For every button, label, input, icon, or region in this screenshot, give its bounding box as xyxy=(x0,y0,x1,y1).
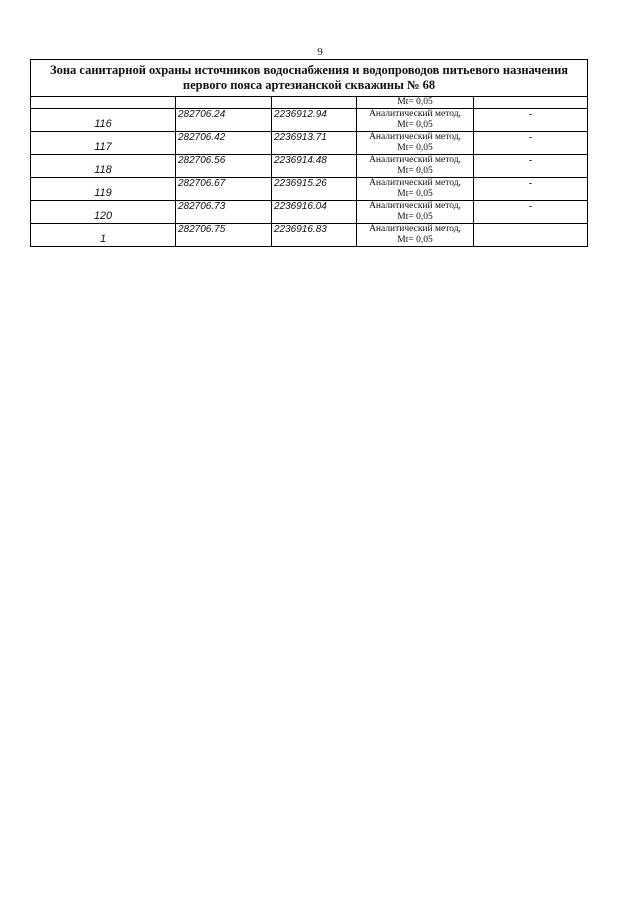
method-accuracy: Mt= 0,05 xyxy=(397,212,433,222)
point-number: 118 xyxy=(31,155,176,178)
coordinates-table xyxy=(30,59,588,247)
method-accuracy: Mt= 0,05 xyxy=(397,120,433,130)
method-cell xyxy=(357,224,474,247)
method-accuracy: Mt= 0,05 xyxy=(397,189,433,199)
method-cell xyxy=(357,109,474,132)
point-number: 120 xyxy=(31,201,176,224)
table-title-line2: первого пояса артезианской скважины № 68 xyxy=(182,78,436,92)
note-cell: - xyxy=(474,132,588,155)
coord-x: 282706.24 xyxy=(176,109,272,132)
table-row xyxy=(31,109,588,132)
method-text: Аналитический метод, xyxy=(369,201,461,211)
note-cell xyxy=(474,224,588,247)
method-text: Аналитический метод, xyxy=(369,155,461,165)
method-accuracy: Mt= 0,05 xyxy=(397,166,433,176)
table-row xyxy=(31,178,588,201)
coord-y: 2236915.26 xyxy=(272,178,357,201)
method-text: Аналитический метод, xyxy=(369,178,461,188)
coord-x: 282706.73 xyxy=(176,201,272,224)
coord-y: 2236916.83 xyxy=(272,224,357,247)
table-row xyxy=(31,132,588,155)
table-row xyxy=(31,201,588,224)
coord-x: 282706.56 xyxy=(176,155,272,178)
method-accuracy: Mt= 0,05 xyxy=(397,143,433,153)
method-cell xyxy=(357,132,474,155)
table-row xyxy=(31,224,588,247)
table-row xyxy=(31,155,588,178)
coord-y: 2236916.04 xyxy=(272,201,357,224)
method-text: Аналитический метод, xyxy=(369,109,461,119)
note-cell: - xyxy=(474,201,588,224)
point-number: 1 xyxy=(31,224,176,247)
coord-y: 2236912.94 xyxy=(272,109,357,132)
table-title-line1: Зона санитарной охраны источников водоснабжения и водопроводов питьевого назначения xyxy=(49,63,569,77)
continuation-row xyxy=(31,97,588,109)
note-cell: - xyxy=(474,155,588,178)
page-number: 9 xyxy=(317,46,323,58)
method-accuracy: Mt= 0,05 xyxy=(397,235,433,245)
coord-y: 2236913.71 xyxy=(272,132,357,155)
method-cell xyxy=(357,201,474,224)
note-cell: - xyxy=(474,178,588,201)
note-cell: - xyxy=(474,109,588,132)
table-title xyxy=(31,60,588,97)
method-text: Аналитический метод, xyxy=(369,224,461,234)
point-number: 119 xyxy=(31,178,176,201)
coord-y: 2236914.48 xyxy=(272,155,357,178)
table-body xyxy=(31,109,588,247)
point-number: 117 xyxy=(31,132,176,155)
coord-x: 282706.67 xyxy=(176,178,272,201)
method-cell xyxy=(357,155,474,178)
table-title-row xyxy=(31,60,588,97)
continuation-method: Mt= 0,05 xyxy=(357,97,474,109)
coord-x: 282706.75 xyxy=(176,224,272,247)
method-cell xyxy=(357,178,474,201)
point-number: 116 xyxy=(31,109,176,132)
method-text: Аналитический метод, xyxy=(369,132,461,142)
coord-x: 282706.42 xyxy=(176,132,272,155)
